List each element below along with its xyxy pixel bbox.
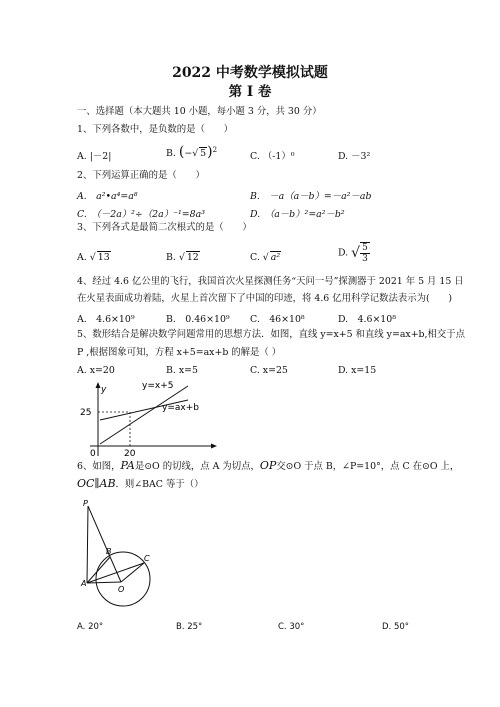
q4-option-b: B. 0.46×10⁹ [166, 314, 230, 325]
q6-figure [80, 498, 170, 610]
q6-pa: PA [120, 459, 135, 472]
q3-b-radicand: 12 [186, 252, 199, 263]
q2-option-a: A. a²•a⁴=a⁸ [77, 191, 138, 202]
q5-stem-line2: P ,根据图象可知，方程 x+5=ax+b 的解是（ ） [77, 347, 282, 358]
q5-line-x-plus-5 [100, 386, 188, 444]
q6-line-pa [87, 506, 88, 583]
q2-stem: 2、下列运算正确的是（ ） [77, 170, 205, 181]
q3-stem: 3、下列各式是最简二次根式的是（ ） [77, 222, 252, 233]
q4-option-c: C. 46×10⁸ [250, 314, 305, 325]
q5-line1-label: y=x+5 [142, 381, 174, 391]
q1-b-label: B. [166, 148, 176, 159]
q1-d-text: －3² [351, 151, 371, 162]
q4-option-d: D. 4.6×10⁸ [338, 314, 396, 325]
q6-oc-ab: OC∥AB [77, 477, 116, 490]
q1-option-a [77, 148, 111, 162]
q6-label-c: C [144, 554, 150, 563]
q6-label-b: B [106, 547, 112, 556]
q6-option-a: A. 20° [77, 622, 104, 632]
q3-d-denominator: 3 [362, 254, 368, 264]
q3-a-label: A. [77, 252, 87, 263]
volume-label: 第 I 卷 [228, 84, 272, 100]
exam-title: 2022 中考数学模拟试题 [172, 65, 328, 81]
q6-stem-part4: ．则∠BAC 等于（） [115, 479, 204, 490]
q3-option-b: B. √ 12 [166, 252, 199, 263]
q1-stem: 1、下列各数中，是负数的是（ ） [77, 124, 233, 135]
q5-line2-label: y=ax+b [162, 403, 199, 413]
q3-option-d: D. √ $\frac{5}{3}$ [338, 243, 368, 264]
q5-graph [80, 378, 220, 458]
q5-x-arrow-icon [211, 444, 217, 449]
q5-option-c: C. x=25 [250, 365, 288, 376]
q6-stem-part3: 交⊙O 于点 B，∠P=10°，点 C 在⊙O 上， [276, 461, 460, 472]
q6-op: OP [259, 459, 277, 472]
q1-option-b: B. (−√ 5)$^2$ [166, 144, 218, 160]
q3-d-label: D. [338, 247, 349, 259]
q1-b-exponent: 2 [212, 145, 218, 154]
section-heading: 一、选择题（本大题共 10 小题，每小题 3 分，共 30 分） [77, 106, 322, 117]
q6-label-p: P [83, 499, 88, 508]
q5-tick-0: 0 [90, 449, 96, 458]
q6-line-ao [87, 582, 121, 583]
q3-b-label: B. [166, 252, 176, 263]
q5-option-d: D. x=15 [338, 365, 377, 376]
q1-a-text: |－2| [89, 151, 112, 162]
q6-option-d: D. 50° [382, 622, 410, 632]
q3-d-numerator: 5 [362, 243, 368, 253]
q3-c-label: C. [250, 252, 260, 263]
q2-option-c: C. （－2a）²÷（2a）⁻¹=8a³ [77, 209, 205, 220]
q5-y-arrow-icon [96, 382, 101, 388]
q6-option-c: C. 30° [278, 622, 305, 632]
q2-option-d: D. （a－b）²=a²－b² [250, 209, 345, 220]
q4-option-a: A. 4.6×10⁹ [77, 314, 135, 325]
q5-stem-line1: 5、数形结合是解决数学问题常用的思想方法．如图，直线 y=x+5 和直线 y=ax+b,相交于点 [77, 329, 466, 340]
q1-c-text: （-1）⁰ [262, 151, 295, 162]
q1-option-d [338, 148, 370, 162]
q3-a-radicand: 13 [97, 252, 110, 263]
q5-y-label: y [101, 385, 107, 395]
q2-option-b: B. －a（a－b）=－a²－ab [250, 191, 372, 202]
q6-label-o: O [118, 585, 125, 594]
q1-d-label: D. [338, 151, 349, 162]
q4-stem-line2: 在火星表面成功着陆，火星上首次留下了中国的印迹，将 4.6 亿用科学记数法表示为( ) [77, 293, 453, 304]
q5-option-b: B. x=5 [166, 365, 198, 376]
q5-tick-20: 20 [124, 449, 136, 458]
q6-option-b: B. 25° [176, 622, 203, 632]
q6-label-a: A [81, 579, 87, 588]
q6-line-oc [121, 563, 144, 582]
q5-tick-25: 25 [80, 408, 92, 418]
q1-c-label: C. [250, 151, 260, 162]
q3-option-c: C. √ a² [250, 252, 281, 263]
q1-b-sign: − [184, 148, 193, 159]
q1-b-paren-open: ( [178, 144, 185, 160]
q6-stem-line1 [77, 460, 459, 473]
q6-stem-line2 [77, 478, 203, 491]
q6-stem-part1: 6、如图， [77, 461, 121, 472]
q4-stem-line1: 4、经过 4.6 亿公里的飞行，我国首次火星探测任务“天问一号”探测器于 2021 年 5 月 15 日 [77, 276, 464, 287]
q1-option-c [250, 148, 294, 162]
q3-c-radicand: a² [270, 252, 281, 263]
q1-b-radicand: 5 [200, 148, 207, 159]
q6-circle [96, 552, 150, 606]
q1-a-label: A. [77, 151, 87, 162]
q6-line-po [88, 506, 121, 582]
q3-d-fraction [360, 242, 370, 264]
q6-stem-part2: 是⊙O 的切线，点 A 为切点， [134, 461, 260, 472]
q5-option-a: A. x=20 [77, 365, 115, 376]
q3-option-a: A. √ 13 [77, 252, 110, 263]
q1-b-paren-close: ) [207, 144, 213, 160]
